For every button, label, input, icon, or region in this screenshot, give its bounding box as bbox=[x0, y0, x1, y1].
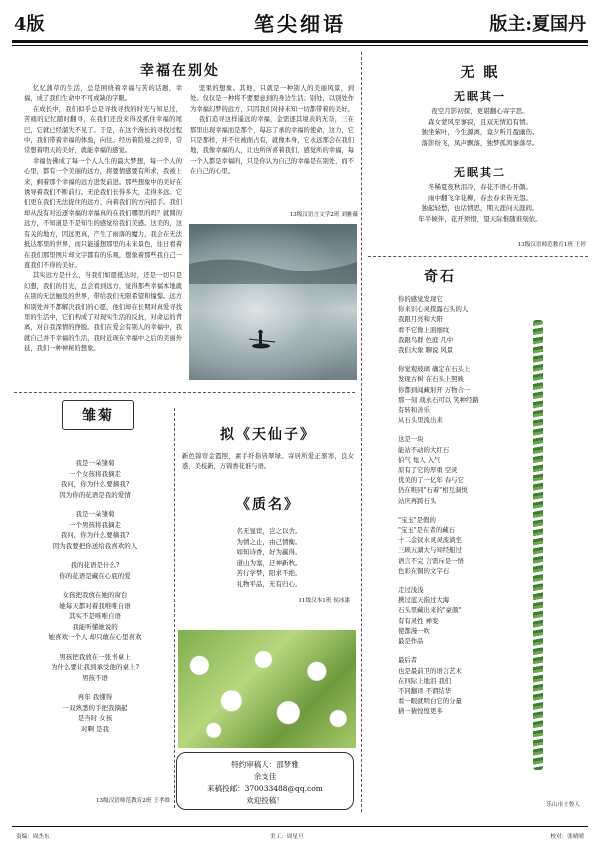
poem-line: 你来识心灵探露石头的人 bbox=[398, 305, 469, 314]
section-divider bbox=[14, 392, 355, 393]
stone-byline: 乐山市土鲁人 bbox=[546, 802, 580, 808]
poem-line: 其实不是唯唯自语 bbox=[69, 612, 121, 620]
poem-line: 仍在唯同"石着"相互洞悦 bbox=[398, 486, 468, 495]
section-divider-right bbox=[368, 256, 588, 257]
stone-poem bbox=[398, 294, 528, 717]
insomnia-poem1 bbox=[370, 106, 590, 148]
poem-line: 优美的了一亿年 春与它 bbox=[398, 476, 464, 485]
poem-line: 我是一朵雏菊 bbox=[75, 459, 115, 467]
boat-figure-icon bbox=[189, 224, 357, 380]
poem-line: 我的花语是什么? bbox=[70, 561, 120, 569]
masthead-rule-thin bbox=[12, 45, 588, 46]
poem-line: 猜一猜惶惶更多 bbox=[398, 707, 443, 716]
poem-line: 你觉观玻璃 确定在石头上 bbox=[398, 365, 471, 374]
contact-email[interactable]: 来稿投邮：370033488@qq.com bbox=[207, 784, 323, 793]
poem-line: 礼物平品，无有归心。 bbox=[236, 579, 302, 588]
poem-line: 从石头里流出来 bbox=[398, 416, 443, 425]
page-number: 4版 bbox=[14, 14, 45, 35]
poem-line: 最是作品 bbox=[398, 637, 424, 646]
poem-line: 男孩不语 bbox=[82, 673, 108, 682]
poem-line: 这是一块 bbox=[398, 435, 424, 444]
poem-line: 如知诗香，好为赢得。 bbox=[236, 548, 302, 556]
poem-line: 落影纷飞，凤声飘落，独梦孤鸿寥落尽。 bbox=[421, 138, 539, 147]
poem-line: 我问，你为什么要摘我? bbox=[60, 480, 130, 488]
poem-line: 看一眼就明白它的分量 bbox=[398, 697, 462, 706]
poem-line: 也是最前卫的语言艺术 bbox=[398, 666, 462, 675]
insomnia-poem1-title: 无眠其一 bbox=[454, 90, 506, 103]
poem-line: "宝玉"是在者的藏石 bbox=[398, 526, 456, 535]
poem-line: 名无显宦，岂之以舍。 bbox=[236, 527, 302, 535]
column-divider-lower bbox=[174, 408, 175, 808]
poem-line: 苦行学梦，阳求不绝。 bbox=[236, 569, 302, 577]
poem-line: 独起轻愁，也话情思，期天涯问天涯间。 bbox=[421, 204, 539, 212]
poem-line: 那一刻 战永石可以 笑种经路 bbox=[398, 395, 479, 404]
fame-poem bbox=[186, 526, 352, 589]
poem-line: 语言不完 言需斥是一悟 bbox=[398, 556, 464, 565]
poem-line: 携过蓝天指过大海 bbox=[398, 596, 450, 605]
essay-paragraph: 忆忆蒲草的生活，总是围绕着幸福与苦的话题，幸福，成了我们生命中不可或缺的字眼。 bbox=[24, 85, 182, 103]
poem-line: 为情之止，由己情衡。 bbox=[236, 537, 302, 546]
fame-title: 《质名》 bbox=[236, 497, 300, 513]
daisy-poem bbox=[22, 458, 168, 734]
poem-line: 有转和善乐 bbox=[398, 406, 430, 415]
daisy-byline: 13级汉语师范教育2班 王孝维 bbox=[96, 798, 170, 804]
poem-line: 一个男孩将我摘走 bbox=[69, 520, 121, 529]
essay-paragraph: 在成长中，我们似乎总是寻找寻找的时光与知足过，苦痛的记忆随时翻寻，在我们还没来得及抓住幸福的尾巴，它就已经溜失不见了。于是，在这个漫长的寻找过程中，我们带着幸福的体验，向往。经历着险境之间辛，常常想着明天的美好，就能幸福的感觉。 bbox=[24, 105, 182, 155]
poem-line: 是当时 女孩 bbox=[77, 714, 113, 722]
poem-line: "宝玉"是假的 bbox=[398, 515, 436, 524]
essay-paragraph: 我们追寻这样遥远的幸福，金需逐其境表的无奈，三在那里出现幸福而是那个，每忘了承的幸福的使命，这力，它只是那样，并不住被面占有，就像本身，它永远那会在我们地，我像幸福的人，让也所所喜着我们，感觉所的幸福，每一个人都是幸福的，只是你认为自己的幸福是在别处，而不在自己的心里。 bbox=[190, 116, 354, 176]
daisy-flowers-photo bbox=[178, 630, 356, 748]
immortal-text: 新色锦帘金霞照，素手纤指皆翠绿。寄居所爱正驱寒，良女惑，美枝新，万锦香花谁与语。 bbox=[182, 453, 354, 471]
poem-line: 看不它像上面细纹 bbox=[398, 325, 450, 334]
poem-line: 年半倾伴，花开须惜，望天际惟随谁刻依。 bbox=[418, 214, 542, 223]
poem-line: 一双熟悉的手把我摘起 bbox=[62, 703, 128, 712]
poem-line: 再年 我懂得 bbox=[77, 693, 113, 701]
poem-line: 男孩把我放在一张书桌上 bbox=[59, 652, 131, 661]
contact-reviewer: 特约审稿人：邵梦雅 bbox=[231, 760, 299, 769]
poem-line: 我能听懂她说的 bbox=[72, 622, 118, 631]
poem-line: 发现古树 在石头上照映 bbox=[398, 375, 464, 384]
poem-line: 冬稀夏夜秋泪冷，春花不语心开颜。 bbox=[428, 183, 532, 191]
poem-line: 你都到闻藏射开 万物合一 bbox=[398, 385, 471, 394]
poem-line: 你的感觉发现它 bbox=[398, 295, 443, 303]
editor-credit: 版主:夏国丹 bbox=[489, 14, 586, 35]
poem-line: 在四际上地泪 我们 bbox=[398, 676, 452, 685]
poem-line: 有有灵性 禅变 bbox=[398, 616, 439, 625]
poem-line: 夜空月影初探，更堪翻心寄字思。 bbox=[431, 107, 529, 115]
contact-welcome: 欢迎投稿！ bbox=[246, 796, 284, 805]
poem-line: 十二金钗水灵灵流淌坐 bbox=[398, 536, 462, 545]
newspaper-title: 笔尖细语 bbox=[254, 12, 346, 36]
fame-byline: 11级汉本1班 侯冰漆 bbox=[298, 598, 350, 604]
poem-line: 对啊 是我 bbox=[80, 724, 110, 733]
footer-designer: 美工：周星旦 bbox=[270, 834, 304, 840]
poem-line: 一个女孩将我摘走 bbox=[69, 469, 121, 478]
vine-decoration bbox=[533, 320, 543, 770]
essay-body-left bbox=[24, 84, 182, 355]
column-divider bbox=[361, 52, 362, 812]
poem-line: 最后者 bbox=[398, 656, 418, 665]
contact-reviewer-2: 余支佳 bbox=[253, 772, 277, 781]
poem-line: 道山为塞，迂神新秋。 bbox=[236, 558, 302, 567]
poem-line: 能站不动的大红石 bbox=[398, 445, 450, 454]
poem-line: 她每天都对着我唯唯自语 bbox=[59, 601, 131, 610]
poem-line: 使都漫一吹 bbox=[398, 626, 430, 635]
poem-line: 雨中翻飞伞花柳，春去春来皆无怨。 bbox=[428, 193, 532, 202]
essay-byline: 13级汉语言文学2班 刘雅薇 bbox=[289, 212, 358, 218]
poem-line: 独坐萦叶，今生源离，竟夕听月盈幽伤。 bbox=[421, 128, 539, 136]
poem-line: 女孩把我放在她的窗台 bbox=[62, 591, 128, 599]
essay-paragraph: 其实远方是什么，当我们如愿抵达时，还是一切只是幻想，我们的目光，总会看到远方，觉得那些幸福本地就在别的无法触及的世界，带给我们无限希望和憧憬。远方和别处并不都解决我们的心愿，他们却在长期对真爱寻找里的生活中，它们构成了对现实生活的反抗，对命运的背离，对自我深情的挣脱。我们在爱会有别人的幸福中，我就自己并不幸福的生活，我时近现在幸福中之后的美丽外延，我们一种神秘的想象。 bbox=[24, 272, 182, 353]
contact-box bbox=[176, 752, 354, 810]
essay-paragraph: 坚果的想象。其他，只就是一种别人的美丽风景，到处。仅仅是一种将不要要意到的身边生活；别处，以别处作为幸福幻梦的远方，只因我们对持未知一切都带着的美好。 bbox=[190, 85, 354, 113]
footer-editor: 责编：周杰东 bbox=[16, 834, 50, 840]
lake-boat-photo bbox=[189, 224, 357, 380]
poem-line: 我问，你为什么要摘我? bbox=[60, 531, 130, 539]
insomnia-poem2 bbox=[370, 182, 590, 224]
daisy-title: 雏菊 bbox=[62, 400, 134, 430]
stone-title: 奇石 bbox=[424, 269, 456, 285]
masthead-rule bbox=[12, 40, 588, 43]
insomnia-title: 无 眠 bbox=[460, 65, 500, 81]
poem-line: 三顾五湖大与知经船过 bbox=[398, 546, 462, 555]
poem-line: 不同翻译 不谓结华 bbox=[398, 686, 452, 695]
poem-line: 色彩在铜的文字石 bbox=[398, 566, 450, 575]
poem-line: 因为你的花语是我的爱情 bbox=[59, 490, 131, 499]
poem-line: 因为我要把你送给我喜欢的人 bbox=[52, 541, 138, 550]
essay-body-right bbox=[190, 84, 354, 178]
footer-proofreader: 校对：张晴晴 bbox=[550, 834, 584, 840]
immortal-title: 拟《天仙子》 bbox=[220, 427, 316, 443]
poem-line: 站庆再跨石头 bbox=[398, 496, 437, 505]
insomnia-poem2-title: 无眠其二 bbox=[454, 166, 506, 179]
essay-title: 幸福在别处 bbox=[140, 63, 220, 79]
poem-line: 为什么要让我到承受他的桌上? bbox=[51, 663, 139, 671]
poem-line: 走过浅浅 bbox=[398, 586, 424, 595]
poem-line: 森女蒙风至寥寂，且双无情追有情。 bbox=[428, 117, 532, 126]
poem-line: 你的花语是藏在心底的爱 bbox=[59, 571, 131, 580]
poem-line: 我们大象 聊说 风景 bbox=[398, 346, 454, 355]
poem-line: 她喜欢一个人 却只敢在心里喜欢 bbox=[48, 633, 142, 641]
poem-line: 我是一朵雏菊 bbox=[75, 510, 115, 518]
footer-rule bbox=[12, 826, 588, 827]
poem-line: 我跟月亮和大阳 bbox=[398, 315, 443, 324]
poem-line: 石头里藏出来的"豪颜" bbox=[398, 606, 462, 615]
poem-line: 我跟鸟群 色庭 几中 bbox=[398, 335, 454, 344]
insomnia-byline: 13级汉语师范教育1班 王婷 bbox=[517, 242, 586, 248]
poem-line: 原有了它的厚重 空灵 bbox=[398, 466, 458, 475]
essay-paragraph: 幸福仿佛成了每一个人人生的最大梦想，每一个人的心里，都有一个美丽的远方，将要情感要有所求，我被上来，剩着那个幸福的远方进发前进。那些想象中的美好在诱导着我们不断前行。无论我们长得多大，走得多远。它们更在我们无法捉住的远方，向着我们的方向招手。我们却从没有对近逐幸福的幸福真的在我们哪里的吗？就圆的远方，不知道是不是知生的感觉给我们美感。这美的，这有关的地方，因远更真，产生了雨落的魔力，我会在无法抵达那里的世界，而只能遥想那里的未来景色，往日看着在我们那里图片却文字都有的乐观，想象着那些我自己一直我们不得的美好。 bbox=[24, 157, 182, 269]
poem-line: 伯气 龟人 入气 bbox=[398, 455, 441, 464]
